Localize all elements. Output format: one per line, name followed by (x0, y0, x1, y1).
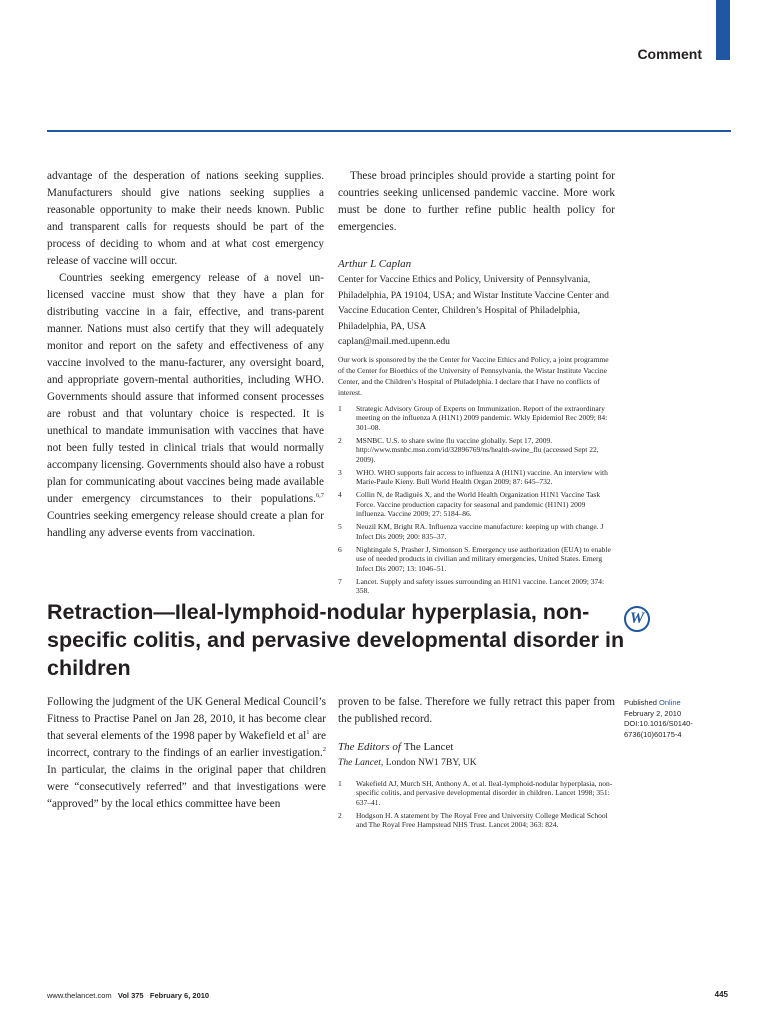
reference-item (338, 779, 615, 808)
reference-number: 5 (338, 522, 342, 531)
reference-number: 3 (338, 467, 342, 477)
reference-text: Strategic Advisory Group of Experts on Immunization. Report of the extraordinary meeting on the influenza A (H1N1) 2009 pandemic. Wkly Epidemiol Rec 2009; 84: 301–08. (356, 403, 608, 432)
reference-list (338, 404, 615, 596)
author-name: Arthur L Caplan (338, 258, 412, 270)
reference-item (338, 545, 615, 574)
paragraph: proven to be false. Therefore we fully retract this paper from the published record. (338, 696, 615, 725)
reference-item (338, 577, 615, 596)
reference-number: 6 (338, 544, 342, 554)
column-left (47, 168, 324, 542)
retraction-address: The Lancet, London NW1 7BY, UK (338, 757, 477, 768)
published-label: Published (624, 698, 657, 707)
publication-info (624, 698, 714, 740)
reference-text: MSNBC. U.S. to share swine flu vaccine globally. Sept 17, 2009. http://www.msnbc.msn.com/id/32896769/ns/health-swine_flu (accessed Sept 22, 2009). (356, 435, 599, 464)
reference-number: 2 (338, 435, 342, 445)
reference-number: 7 (338, 576, 342, 586)
reference-text: Nightingale S, Prasher J, Simonson S. Emergency use authorization (EUA) to enable use of needed products in civilian and military emergencies, United States. Emerg Infect Dis 2007; 13: 1046–51. (356, 544, 611, 573)
web-extra-icon: W (624, 606, 650, 632)
section-label: Comment (637, 46, 702, 62)
column-right (338, 168, 615, 599)
citation: 6,7 (315, 492, 324, 499)
reference-number: 2 (338, 810, 342, 820)
retraction-signature: The Editors of The Lancet (338, 741, 454, 753)
reference-number: 4 (338, 490, 342, 499)
reference-text: Collin N, de Radiguès X, and the World Health Organization H1N1 Vaccine Task Force. Vaccine production capacity for seasonal and pandemic (H1N1) 2009 influenza. Vaccine 2009; 27: 5184–86. (356, 490, 601, 518)
disclosure-note: Our work is sponsored by the the Center for Vaccine Ethics and Policy, a joint programme of the Center for Bioethics of the University of Pennsylvania, the Wistar Institute Vaccine Center, and the Children’s Hospital of Philadelphia. I declare that I have no conflicts of interest. (338, 354, 609, 397)
paragraph: These broad principles should provide a starting point for countries seeking unlicensed pandemic vaccine. More work must be done to further refine public health policy for emergencies. (338, 170, 615, 233)
reference-text: Hodgson H. A statement by The Royal Free and University College Medical School and The Royal Free Hampstead NHS Trust. Lancet 2004; 363: 824. (356, 810, 608, 829)
paragraph: Following the judgment of the UK General Medical Council’s Fitness to Practise Panel on Jan 28, 2010, it has become clear that several elements of the 1998 paper by Wakefield et $al^1$ are incorrect, contrary to the findings of an earlier investigation.$^2$ In particular, the claims in the original paper that children were “consecutively referred” and that investigations were “approved” by the local ethics committee have been (47, 696, 326, 810)
footer-volume: Vol 375 (117, 991, 144, 1000)
published-date: February 2, 2010 (624, 708, 682, 718)
paragraph: Countries seeking emergency release of a novel un-licensed vaccine must show that they have a plan for distributing vaccine in a fair, effective, and trans-parent manner. Nations must also certify that they will adequately monitor and report on the safety and effectiveness of any vaccine involved to the manu-facturer, any oversight board, and appropriate govern-mental authorities, including WHO. Governments should assure that informed consent processes are robust and that voluntary choice is respected. It is unethical to mandate immunisation with vaccines that have not been fully tested in clinical trials that would normally accompany licensing. Governments should also have a robust plan for communicating about vaccines being made available under emergency circumstances to their populations.$^{6,7}$ Countries seeking emergency release should create a plan for handling any adverse events from vaccination. (47, 272, 324, 539)
page-number: 445 (714, 990, 728, 999)
corner-color-bar (716, 0, 730, 60)
reference-item (338, 522, 615, 541)
retraction-column-left (47, 694, 326, 813)
citation: 2 (322, 746, 326, 753)
footer-date: February 6, 2010 (149, 991, 210, 1000)
reference-text: Lancet. Supply and safety issues surrounding an H1N1 vaccine. Lancet 2009; 374: 358. (356, 576, 605, 595)
citation: 1 (306, 729, 310, 736)
footer-site-link[interactable]: www.thelancet.com (47, 991, 112, 1000)
published-online-link[interactable]: Online (659, 698, 681, 707)
reference-text: Neuzil KM, Bright RA. Influenza vaccine manufacture: keeping up with change. J Infect Dis 2009; 200: 835–37. (356, 522, 604, 541)
reference-item (338, 468, 615, 487)
reference-number: 1 (338, 778, 342, 788)
reference-item (338, 436, 615, 465)
retraction-column-right (338, 694, 615, 833)
reference-item (338, 490, 615, 519)
header-rule (47, 130, 731, 132)
reference-text: Wakefield AJ, Murch SH, Anthony A, et al. Ileal-lymphoid-nodular hyperplasia, non-specific colitis, and pervasive developmental disorder in children. Lancet 1998; 351: 637–41. (356, 778, 613, 807)
author-affiliation: Center for Vaccine Ethics and Policy, University of Pennsylvania, Philadelphia, PA 19104, USA; and Wistar Institute Vaccine Center and Vaccine Education Center, Children’s Hospital of Philadelphia, Philadelphia, PA, USA (338, 274, 609, 332)
paragraph: advantage of the desperation of nations seeking supplies. Manufacturers should give nations seeking supplies a reasonable opportunity to make their needs known. Public and transparent calls for requests should be part of the process of deciding to whom and at what cost emergency release of vaccine will occur. (47, 170, 324, 267)
footer-citation (47, 991, 209, 1000)
reference-number: 1 (338, 403, 342, 413)
reference-text: WHO. WHO supports fair access to influenza A (H1N1) vaccine. An interview with Marie-Paule Kieny. Bull World Health Organ 2009; 87: 645–732. (356, 467, 608, 486)
author-email: caplan@mail.med.upenn.edu (338, 336, 450, 347)
reference-item (338, 404, 615, 433)
doi: DOI:10.1016/S0140-6736(10)60175-4 (624, 719, 693, 739)
retraction-title: Retraction—Ileal-lymphoid-nodular hyperplasia, non-specific colitis, and pervasive developmental disorder in children (47, 600, 625, 680)
reference-list (338, 779, 615, 830)
reference-item (338, 811, 615, 830)
